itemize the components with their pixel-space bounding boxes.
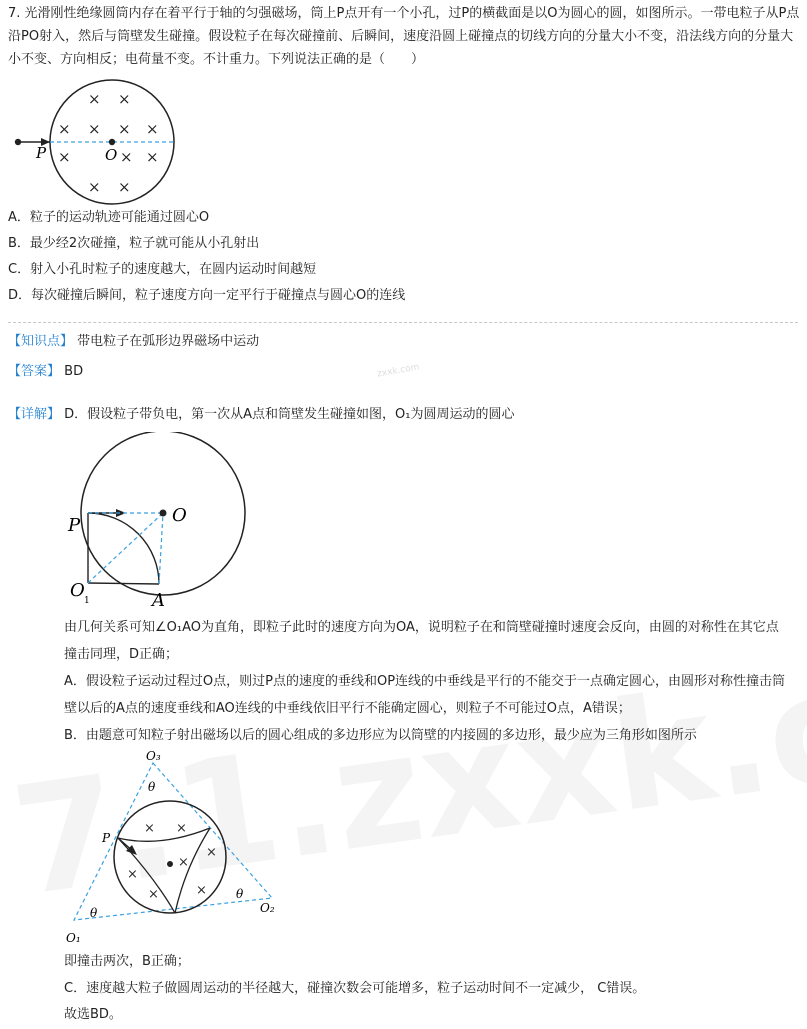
cross-mark: × (176, 821, 187, 836)
fig3-label-o2: O₂ (260, 901, 275, 915)
knowledge-text: 带电粒子在弧形边界磁场中运动 (77, 334, 260, 349)
fig2-label-o1: O (70, 580, 85, 601)
cross-mark: × (88, 178, 101, 196)
fig3-theta-left: θ (90, 906, 98, 920)
cross-mark: × (148, 887, 159, 902)
cross-mark: × (88, 120, 101, 138)
question-line-1: 7. 光滑刚性绝缘圆筒内存在着平行于轴的匀强磁场，筒上P点开有一个小孔，过P的横截面是以O为圆心的圆，如图所示。一带电粒子从P点 (8, 6, 800, 21)
cross-mark: × (58, 120, 71, 138)
cross-mark: × (120, 148, 133, 166)
fig3-label-o1: O₁ (66, 931, 81, 945)
cross-mark: × (118, 178, 131, 196)
cross-mark: × (88, 90, 101, 108)
fig1-label-p: P (36, 144, 47, 162)
knowledge-tag: 【知识点】 (8, 334, 74, 349)
answer-text: BD (64, 364, 84, 379)
fig3-theta-top: θ (148, 780, 156, 794)
cross-mark: × (144, 821, 155, 836)
detail-intro: D．假设粒子带负电，第一次从A点和筒壁发生碰撞如图，O₁为圆周运动的圆心 (64, 407, 515, 422)
detail-tag: 【详解】 (8, 407, 61, 422)
fig2-label-p: P (68, 515, 81, 536)
question-line-3: 小不变、方向相反；电荷量不变。不计重力。下列说法正确的是（ ） (8, 52, 425, 67)
divider (8, 322, 798, 323)
cross-mark: × (127, 867, 138, 882)
cross-mark: × (118, 120, 131, 138)
figure-1 (8, 74, 193, 210)
detail-row (8, 404, 515, 426)
cross-mark: × (178, 855, 189, 870)
fig3-theta-right: θ (236, 887, 244, 901)
figure-3 (60, 748, 290, 948)
fig1-label-o: O (105, 146, 118, 164)
fig3-label-p: P (102, 831, 111, 845)
detail-d-line-1: 由几何关系可知∠O₁AO为直角，即粒子此时的速度方向为OA，说明粒子在和筒壁碰撞时速度会反向，由圆的对称性在其它点 (64, 620, 779, 635)
fig3-label-o3: O₃ (146, 749, 161, 763)
fig2-label-o1-sub: 1 (84, 596, 90, 606)
detail-a-line-1: A．假设粒子运动过程过O点，则过P点的速度的垂线和OP连线的中垂线是平行的不能交于一点确定圆心，由圆形对称性撞击筒 (64, 674, 786, 689)
answer-tag: 【答案】 (8, 364, 61, 379)
detail-d-line-2: 撞击同理，D正确； (64, 647, 179, 662)
final-answer: 故选BD。 (64, 1007, 122, 1022)
cross-mark: × (146, 120, 159, 138)
cross-mark: × (118, 90, 131, 108)
cross-mark: × (196, 883, 207, 898)
figure-2 (60, 432, 260, 608)
detail-c-line-1: C．速度越大粒子做圆周运动的半径越大，碰撞次数会可能增多，粒子运动时间不一定减少， C错误。 (64, 981, 646, 996)
option-c: C．射入小孔时粒子的速度越大，在圆内运动时间越短 (8, 262, 317, 277)
cross-mark: × (206, 845, 217, 860)
detail-b-line-1: B．由题意可知粒子射出磁场以后的圆心组成的多边形应为以筒壁的内接圆的多边形，最少应为三角形如图所示 (64, 728, 697, 743)
detail-b-line-2: 即撞击两次，B正确； (64, 954, 190, 969)
cross-mark: × (58, 148, 71, 166)
answer-row (8, 361, 83, 383)
option-d: D．每次碰撞后瞬间，粒子速度方向一定平行于碰撞点与圆心O的连线 (8, 288, 406, 303)
fig2-label-a: A (152, 590, 165, 608)
fig2-label-o: O (172, 505, 187, 526)
detail-a-line-2: 壁以后的A点的速度垂线和AO连线的中垂线依旧平行不能确定圆心，则粒子不可能过O点，A错误； (64, 701, 631, 716)
option-b: B．最少经2次碰撞，粒子就可能从小孔射出 (8, 236, 260, 251)
question-line-2: 沿PO射入，然后与筒壁发生碰撞。假设粒子在每次碰撞前、后瞬间，速度沿圆上碰撞点的切线方向的分量大小不变，沿法线方向的分量大 (8, 29, 794, 44)
knowledge-row (8, 331, 259, 353)
watermark-small: zxxk.com (376, 362, 421, 380)
option-a: A．粒子的运动轨迹可能通过圆心O (8, 210, 210, 225)
cross-mark: × (146, 148, 159, 166)
